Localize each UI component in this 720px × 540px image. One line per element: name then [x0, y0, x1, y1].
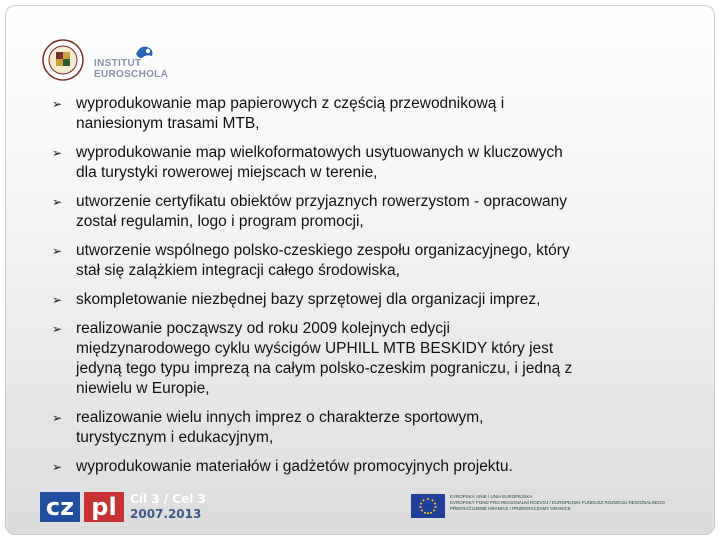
institute-logo [92, 44, 182, 86]
list-item [52, 241, 672, 281]
bullet-line: niewielu w Europie, [76, 380, 210, 397]
eu-text-line: EVROPSKÝ FOND PRO REGIONÁLNÍ ROZVOJ / EUROPEJSKI FUNDUSZ ROZWOJU REGIONALNEGO [450, 500, 666, 505]
program-logo-cz: cz [40, 492, 80, 522]
bullet-line: został regulamin, logo i program promocji, [76, 213, 364, 230]
bullet-line: utworzenie certyfikatu obiektów przyjaznych rowerzystom - opracowany [76, 193, 568, 210]
list-item [52, 319, 672, 399]
university-seal-icon [42, 39, 84, 81]
institute-logo-text [94, 58, 168, 80]
list-item [52, 408, 672, 448]
program-logo-goal: Cíl 3 / Cel 3 [130, 492, 206, 506]
bullet-line: skompletowanie niezbędnej bazy sprzętowej dla organizacji imprez, [76, 291, 541, 308]
eu-text-line: PŘEKRAČUJEME HRANICE / PRZEKRACZAMY GRANICE [450, 506, 571, 511]
institute-logo-line: INSTITUT [94, 58, 142, 69]
arrow-bullet-icon: ➢ [52, 322, 63, 336]
bullet-line: wyprodukowanie map papierowych z częścią przewodnikową i [76, 95, 505, 112]
footer [6, 489, 714, 534]
arrow-bullet-icon: ➢ [52, 293, 63, 307]
bullet-line: utworzenie wspólnego polsko-czeskiego zespołu organizacyjnego, który [76, 242, 570, 259]
arrow-bullet-icon: ➢ [52, 97, 63, 111]
eu-flag-icon [411, 494, 445, 518]
arrow-bullet-icon: ➢ [52, 244, 63, 258]
bullet-line: realizowanie wielu innych imprez o charakterze sportowym, [76, 409, 484, 426]
bullet-line: turystycznym i edukacyjnym, [76, 429, 274, 446]
bullet-line: stał się zalążkiem integracji całego środowiska, [76, 262, 400, 279]
bullet-line: jedyną tego typu imprezą na całym polsko-czeskim pograniczu, i jedną z [76, 360, 573, 377]
bullet-line: wyprodukowanie materiałów i gadżetów promocyjnych projektu. [76, 458, 513, 475]
slide [5, 5, 715, 535]
bullet-line: wyprodukowanie map wielkoformatowych usytuowanych w kluczowych [76, 144, 563, 161]
arrow-bullet-icon: ➢ [52, 411, 63, 425]
institute-logo-line: EUROSCHOLA [94, 69, 169, 80]
list-item [52, 457, 672, 477]
bullet-line: naniesionym trasami MTB, [76, 115, 260, 132]
arrow-bullet-icon: ➢ [52, 460, 63, 474]
list-item [52, 143, 672, 183]
program-logo-pl: pl [84, 492, 124, 522]
bullet-list [52, 94, 672, 486]
arrow-bullet-icon: ➢ [52, 195, 63, 209]
program-logo-years: 2007.2013 [130, 507, 202, 521]
bullet-line: realizowanie począwszy od roku 2009 kolejnych edycji [76, 320, 450, 337]
list-item [52, 94, 672, 134]
list-item [52, 290, 672, 310]
bullet-line: międzynarodowego cyklu wyścigów UPHILL MTB BESKIDY który jest [76, 340, 554, 357]
eu-text-line: EVROPSKÁ UNIE / UNIA EUROPEJSKA [450, 494, 533, 499]
arrow-bullet-icon: ➢ [52, 146, 63, 160]
eu-funding-text [450, 494, 690, 512]
list-item [52, 192, 672, 232]
bullet-line: dla turystyki rowerowej miejscach w terenie, [76, 164, 378, 181]
